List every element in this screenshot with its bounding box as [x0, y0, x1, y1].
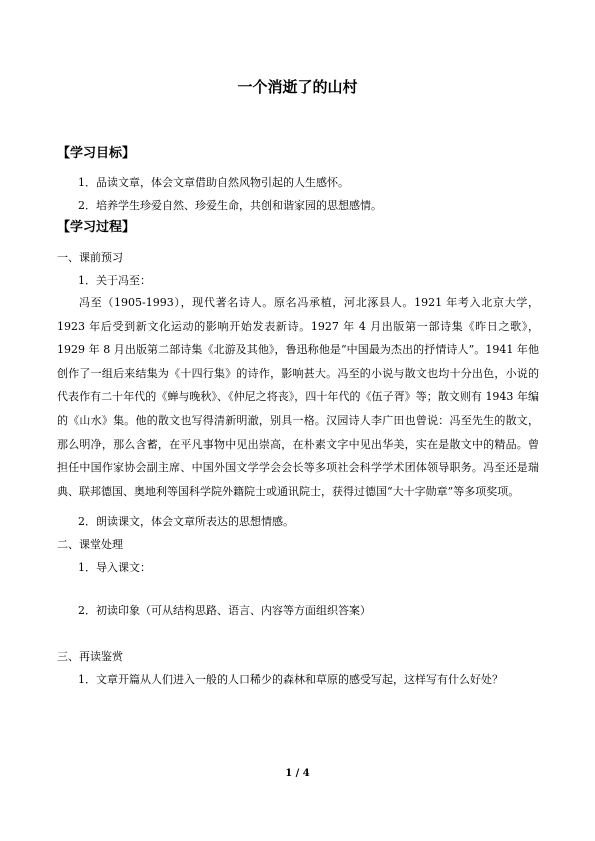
goal-item-1: 1．品读文章，体会文章借助自然风物引起的人生感怀。: [78, 176, 349, 189]
page-number: 1 / 4: [285, 768, 310, 779]
author-biography: 冯至（1905-1993），现代著名诗人。原名冯承植，河北涿县人。1921 年考入北京大学，1923 年后受到新文化运动的影响开始发表新诗。1927 年 4 月出版第一部诗集《昨日之歌》，1929 年 8 月出版第二部诗集《北游及其他》，鲁迅称他是“中国最为杰出的抒情诗人”。1941 年他创作了一组后来结集为《十四行集》的诗作，影响甚大。冯至的小说与散文也均十分出色，小说的代表作有二十年代的《蝉与晚秋》、《仲尼之将丧》，四十年代的《伍子胥》等；散文则有 1943 年编的《山水》集。他的散文也写得清新明澈，别具一格。汉园诗人李广田也曾说：冯至先生的散文，那么明净，那么含蓄，在平凡事物中见出崇高，在朴素文字中见出华美，实在是散文中的精品。曾担任中国作家协会副主席、中国外国文学学会会长等多项社会科学学术团体领导职务。冯至还是瑞典、联邦德国、奥地利等国科学院外籍院士或通讯院士，获得过德国“大十字勋章”等多项奖项。: [57, 296, 539, 498]
section-2-item-1: 1．导入课文：: [78, 561, 151, 574]
section-3-title: 三、再读鉴赏: [57, 650, 123, 663]
page-title: 一个消逝了的山村: [237, 78, 358, 96]
section-3-item-1: 1．文章开篇从人们进入一般的人口稀少的森林和草原的感受写起，这样写有什么好处？: [78, 673, 503, 686]
goals-heading: 【学习目标】: [57, 146, 136, 161]
process-heading: 【学习过程】: [57, 220, 136, 235]
section-1-item-2: 2．朗读课文，体会文章所表达的思想情感。: [78, 515, 294, 528]
section-2-title: 二、课堂处理: [57, 538, 123, 551]
goal-item-2: 2．培养学生珍爱自然、珍爱生命，共创和谐家园的思想感情。: [78, 199, 382, 212]
section-1-item-1: 1．关于冯至：: [78, 274, 151, 287]
section-2-item-2: 2．初读印象（可从结构思路、语言、内容等方面组织答案）: [78, 604, 371, 617]
section-1-title: 一、课前预习: [57, 251, 123, 264]
